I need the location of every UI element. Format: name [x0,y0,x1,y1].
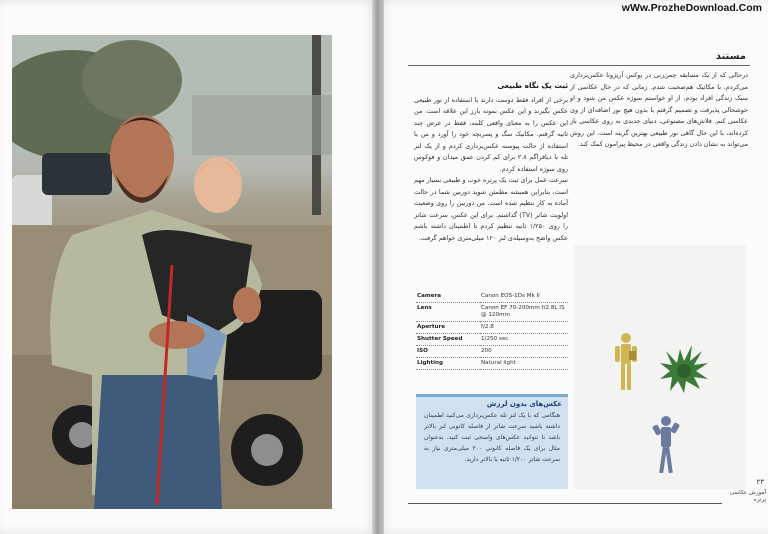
tip-text: هنگامی که با یک لنز تله عکس‌برداری می‌کنید اطمینان داشته باشید سرعت شاتر از فاصله کانونی لنز بالاتر باشد تا نتوانید عکس‌های واضحی ثبت کنید. به‌عنوان مثال برای یک فاصله کانونی ۲۰۰ میلی‌متری نیاز به سرعت شاتر ۱/۲۰۰ ثانیه یا بالاتر دارید. [424,412,560,463]
article-column [414,80,568,244]
spec-value: 200 [480,346,568,358]
article-heading: ثبت یک نگاه طبیعی [497,81,568,90]
right-page [378,0,768,534]
spec-row [416,358,568,370]
site-watermark: wWw.ProzheDownload.Com [621,2,762,14]
spec-value: Natural light [480,358,568,370]
camera-specs-table [416,291,568,370]
book-section-label: آموزش عکاسی پرتره [729,490,766,503]
spec-value: Canon EF 70-200mm f/2.8L IS @ 120mm [480,303,568,322]
article-paragraph-1: برخی از افراد فقط دوست دارند با استفاده از نور طبیعی عکس بگیرند و این عکس نمونه بارز این علاقه است. من این عکس را به معنای واقعی کلمه، فقط در عرض چند ثانیه گرفتم. مکانیک سگ و پسربچه خود را آورد و من با استفاده از حالت پیوسته عکس‌برداری کردم و از یک لنز تله با دیافراگم ۲.۸ برای کم کردن عمق میدان و فوکوس روی سوژه استفاده کردم. [414,95,568,173]
gold-figurine-icon [615,333,637,390]
page-number: ۲۳ [756,478,764,486]
spec-row [416,322,568,334]
book-gutter [372,0,384,534]
spec-value: Canon EOS-1Ds Mk II [480,291,568,303]
blue-figurine-icon [652,416,680,473]
portrait-photo [12,35,332,509]
tip-title: عکس‌های بدون لرزش [486,400,562,408]
spec-row [416,291,568,303]
spec-value: 1/250 sec [480,334,568,346]
spec-value: f/2.8 [480,322,568,334]
spec-row [416,346,568,358]
spec-label: Lighting [416,358,480,370]
succulent-plant-icon [660,345,708,393]
spec-label: Camera [416,291,480,303]
footer-rule [408,503,722,504]
spec-label: Aperture [416,322,480,334]
spec-row [416,303,568,322]
spec-label: Shutter Speed [416,334,480,346]
intro-column [570,70,748,151]
left-page [0,0,378,534]
article-paragraph-2: سرعت عمل برای ثبت یک پرتره خوب و طبیعی بسیار مهم است، بنابراین همیشه مطمئن شوید دوربین شما در حالت آماده به کار تنظیم شده است. من دوربین را روی وضعیت اولویت شاتر (TV) گذاشتم. برای این عکس، سرعت شاتر را روی ۱/۲۵۰ ثانیه تنظیم کردم تا اطمینان داشته باشم عکس واضح به‌وسیله‌ی لنز ۱۲۰ میلی‌متری خواهم گرفت. [414,176,569,242]
section-title: مستند [715,51,746,62]
spec-row [416,334,568,346]
intro-paragraph: درحالی که از یک مسابقه چمن‌زنی در یوکس آریزونا عکس‌برداری می‌کردم، با مکانیک هم‌صحبت شدم. زمانی که در حال عکاسی از سبک زندگی افراد بودم، از او خواستم سوژه عکس من شود و او خوشحالی پذیرفت و تصمیم گرفتم با بدون هیچ نور اضافه‌ای از وی عکاسی کنم. فلاش‌های مصنوعی، دنیای جدیدی به روی عکاسی باز کرده‌اند، با این حال گاهی نور طبیعی بهترین گزینه است. این روش می‌تواند به نشان دادن زندگی واقعی در محیط پیرامون کمک کند. [570,71,748,148]
header-rule [408,65,750,66]
figurine-photo [574,245,746,489]
spec-label: ISO [416,346,480,358]
tip-box [416,394,568,489]
spec-label: Lens [416,303,480,322]
